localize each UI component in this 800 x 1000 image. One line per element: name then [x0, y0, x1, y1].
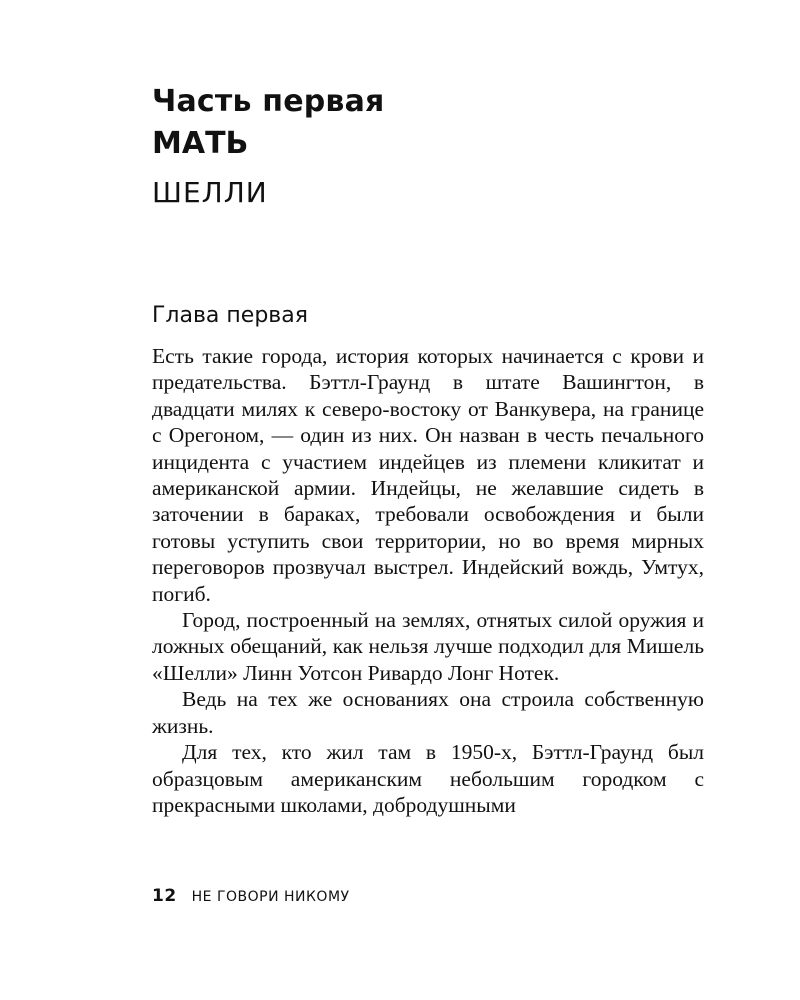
paragraph: Город, построенный на землях, отнятых силой оружия и ложных обещаний, как нельзя лучше подходил для Мишель «Шелли» Линн Уотсон Ривардо Лонг Нотек. — [152, 608, 704, 685]
body-text — [152, 343, 704, 818]
chapter-heading: Глава первая — [152, 303, 308, 328]
page-number: 12 — [152, 886, 177, 906]
part-name: МАТЬ — [152, 126, 249, 161]
part-title: Часть первая — [152, 84, 385, 119]
paragraph: Ведь на тех же основаниях она строила собственную жизнь. — [152, 687, 704, 738]
paragraph: Есть такие города, история которых начинается с крови и предательства. Бэттл-Граунд в штате Вашингтон, в двадцати милях к северо-востоку от Ванкувера, на границе с Орегоном, — один из них. Он назван в честь печального инцидента с участием индейцев из племени кликитат и американской армии. Индейцы, не желавшие сидеть в заточении в бараках, требовали освобождения и были готовы уступить свои территории, но во время мирных переговоров прозвучал выстрел. Индейский вождь, Умтух, погиб. — [152, 344, 704, 606]
page-footer — [152, 886, 350, 906]
chapter-hero-name: ШЕЛЛИ — [152, 176, 268, 209]
paragraph: Для тех, кто жил там в 1950-х, Бэттл-Граунд был образцовым американским небольшим городком с прекрасными школами, добродушными — [152, 740, 704, 817]
running-title: НЕ ГОВОРИ НИКОМУ — [191, 889, 350, 905]
